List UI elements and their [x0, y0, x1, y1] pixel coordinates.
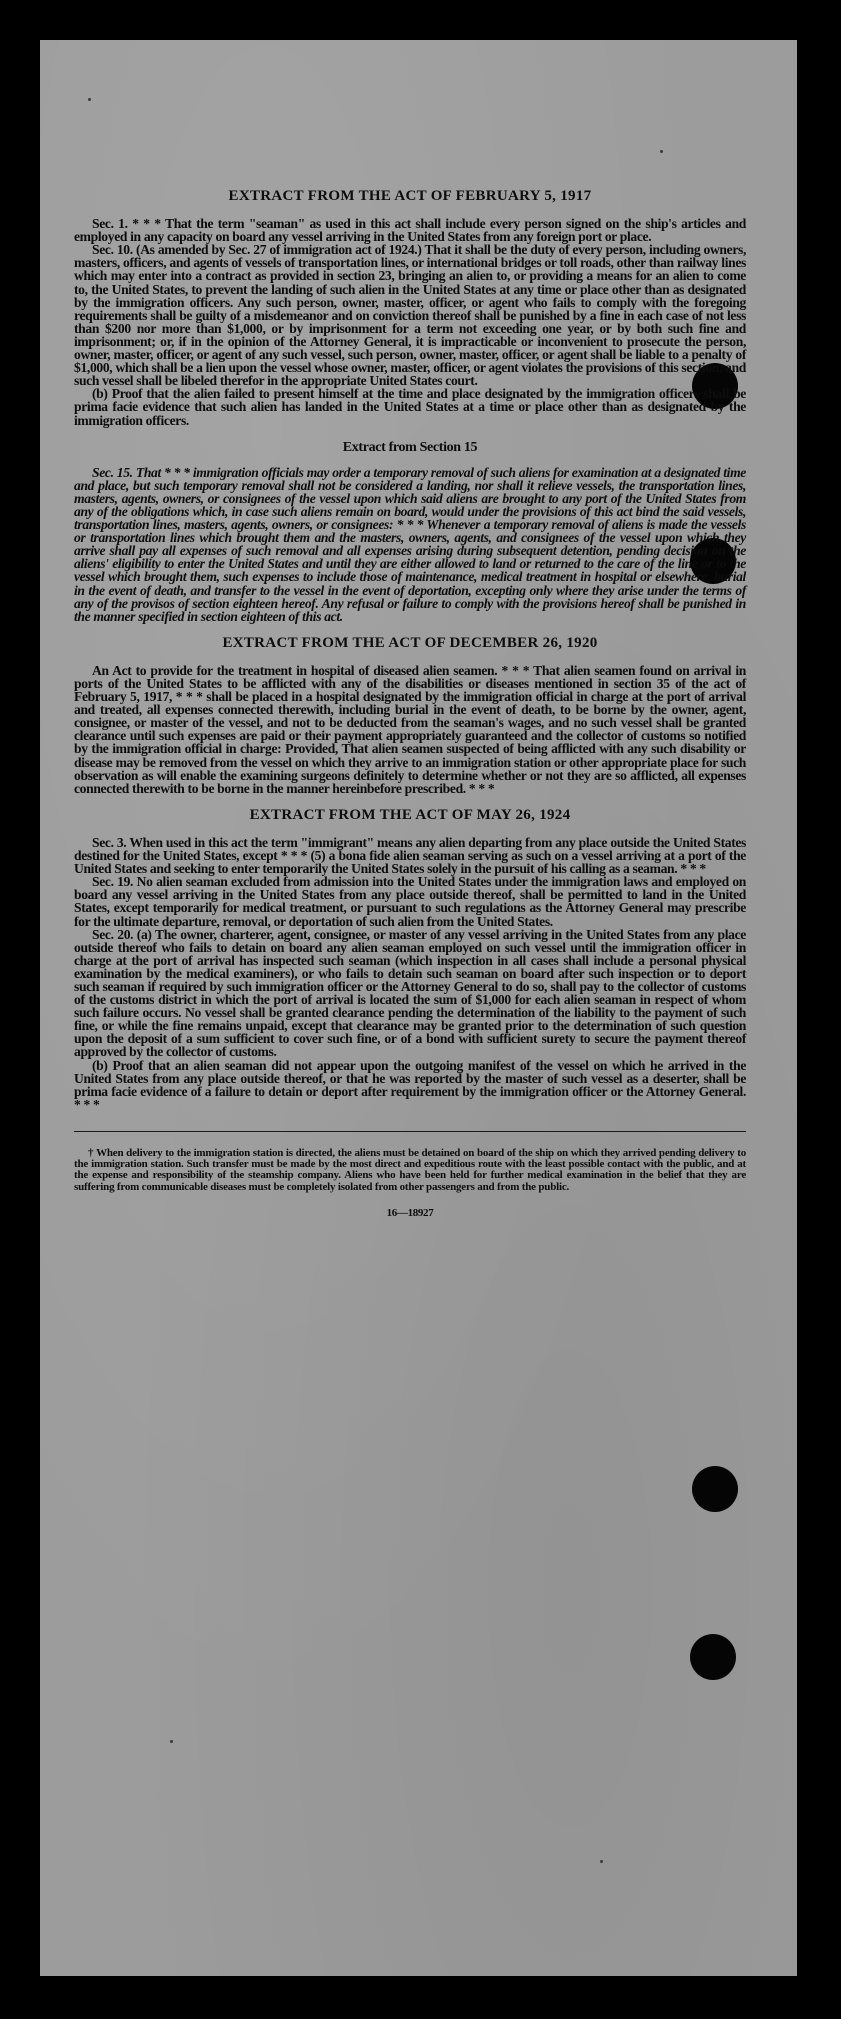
footnote	[74, 1148, 746, 1193]
divider	[74, 1131, 746, 1132]
footnote-text: † When delivery to the immigration station is directed, the aliens must be detained on board of the ship on which they arrived pending delivery to the immigration station. Such transfer must be made by the most direct and expeditious route with the least possible contact with the public, and at the expense and responsibility of the steamship company. Aliens who have been held for further medical examination in the belief that they are suffering from communicable diseases must be completely isolated from other passengers and from the public.	[74, 1146, 746, 1193]
speck	[88, 98, 91, 101]
speck	[660, 150, 663, 153]
punch-hole-4	[690, 1634, 736, 1680]
paragraph-sec19-1924: Sec. 19. No alien seaman excluded from admission into the United States under the immigration laws and employed on board any vessel arriving in the United States from any place outside thereof, shall be permitted to land in the United States, except temporarily for medical treatment, or pursuant to such regulations as the Attorney General may prescribe for the ultimate departure, removal, or deportation of such alien from the United States.	[74, 874, 746, 929]
document-page	[40, 40, 797, 1976]
section-title-1920: EXTRACT FROM THE ACT OF DECEMBER 26, 1920	[222, 634, 598, 651]
punch-hole-3	[692, 1466, 738, 1512]
paragraph-sec1-1917: Sec. 1. * * * That the term "seaman" as used in this act shall include every person signed on the ship's articles and employed in any capacity on board any vessel arriving in the United States from any foreign port or place.	[74, 216, 746, 245]
section-15-block	[74, 466, 746, 623]
paragraph-sec10-1917: Sec. 10. (As amended by Sec. 27 of immigration act of 1924.) That it shall be the duty of every person, including owners, masters, officers, and agents of vessels of transportation lines, or international bridges or toll roads, other than railway lines which may enter into a contract as provided in section 23, bringing an alien to, or providing a means for an alien to come to, the United States, to prevent the landing of such alien in the United States at any time or place other than as designated by the immigration officers. Any such person, owner, master, officer, or agent who fails to comply with the foregoing requirements shall be guilty of a misdemeanor and on conviction thereof shall be punished by a fine in each case of not less than $200 nor more than $1,000, or by imprisonment for a term not exceeding one year, or by both such fine and imprisonment; or, if in the opinion of the Attorney General, it is impracticable or inconvenient to prosecute the person, owner, master, officer, or agent of any such vessel, such person, owner, master, officer, or agent shall be liable to a penalty of $1,000, which shall be a lien upon the vessel whose owner, master, officer, or agent violates the provisions of this section, and such vessel shall be libeled therefor in the appropriate United States court.	[74, 242, 746, 389]
section-1917	[74, 217, 746, 427]
paragraph-sec3-1924: Sec. 3. When used in this act the term "immigrant" means any alien departing from any place outside the United States destined for the United States, except * * * (5) a bona fide alien seaman serving as such on a vessel arriving at a port of the United States and seeking to enter temporarily the United States solely in the pursuit of his calling as a seaman. * * *	[74, 834, 746, 877]
document-body	[74, 190, 746, 1220]
section-title-1924: EXTRACT FROM THE ACT OF MAY 26, 1924	[249, 806, 571, 823]
section-1924	[74, 836, 746, 1111]
paragraph-sec10b-1917: (b) Proof that the alien failed to present himself at the time and place designated by the immigration officers shall be prima facie evidence that such alien has landed in the United States at a time or place other than as designated by the immigration officers.	[74, 386, 746, 428]
subheading-section-15: Extract from Section 15	[342, 439, 478, 455]
section-1920	[74, 664, 746, 795]
paragraph-sec15-1917: Sec. 15. That * * * immigration officials may order a temporary removal of such aliens for examination at a designated time and place, but such temporary removal shall not be considered a landing, nor shall it relieve vessels, the transportation lines, masters, agents, owners, or consignees of the vessel upon which said aliens are brought to any port of the United States from any of the obligations which, in case such aliens remain on board, would under the provisions of this act bind the said vessels, transportation lines, masters, agents, owners, or consignees: * * * Whenever a temporary removal of aliens is made the vessels or transportation lines which brought them and the masters, owners, agents, and consignees of the vessel upon which they arrive shall pay all expenses of such removal and all expenses arising during subsequent detention, pending decision on the aliens' eligibility to enter the United States and until they are either allowed to land or returned to the care of the line or to the vessel which brought them, such expenses to include those of maintenance, medical treatment in hospital or elsewhere, burial in the event of death, and transfer to the vessel in the event of deportation, excepting only where they arise under the terms of any of the provisos of section eighteen hereof. Any refusal or failure to comply with the provisions hereof shall be punished in the manner specified in section eighteen of this act.	[74, 464, 746, 624]
section-title-1917: EXTRACT FROM THE ACT OF FEBRUARY 5, 1917	[228, 188, 592, 204]
paragraph-sec20-1924: Sec. 20. (a) The owner, charterer, agent, consignee, or master of any vessel arriving in the United States from any place outside thereof who fails to detain on board any alien seaman employed on such vessel until the immigration officer in charge at the port of arrival has inspected such seaman (which inspection in all cases shall include a personal physical examination by the medical examiners), or who fails to detain such seaman on board after such inspection or to deport such seaman if required by such immigration officer or the Attorney General to do so, shall pay to the collector of customs of the customs district in which the port of arrival is located the sum of $1,000 for each alien seaman in respect of whom such failure occurs. No vessel shall be granted clearance pending the determination of the liability to the payment of such fine, or while the fine remains unpaid, except that clearance may be granted prior to the determination of such question upon the deposit of a sum sufficient to cover such fine, or of a bond with sufficient surety to secure the payment thereof approved by the collector of customs.	[74, 926, 746, 1060]
paragraph-act-1920: An Act to provide for the treatment in hospital of diseased alien seamen. * * * That alien seamen found on arrival in ports of the United States to be afflicted with any of the disabilities or diseases mentioned in section 35 of the act of February 5, 1917, * * * shall be placed in a hospital designated by the immigration official in charge at the port of arrival and treated, all expenses connected therewith, including burial in the event of death, to be borne by the owner, agent, consignee, or master of the vessel, and not to be deducted from the seaman's wages, and no such vessel shall be granted clearance until such expenses are paid or their payment appropriately guaranteed and the collector of customs so notified by the immigration official in charge: Provided, That alien seamen suspected of being afflicted with any such disability or disease may be removed from the vessel on which they arrive to an immigration station or other appropriate place for such observation as will enable the examining surgeons definitely to determine whether or not they are so afflicted, all expenses connected therewith to be borne in the manner hereinbefore prescribed. * * *	[74, 662, 746, 796]
speck	[600, 1860, 603, 1863]
speck	[170, 1740, 173, 1743]
page-identifier: 16—18927	[386, 1206, 434, 1219]
paragraph-sec20b-1924: (b) Proof that an alien seaman did not appear upon the outgoing manifest of the vessel on which he arrived in the United States from any place outside thereof, or that he was reported by the master of such vessel as a deserter, shall be prima facie evidence of a failure to detain or deport after requirement by the immigration officer or the Attorney General. * * *	[74, 1057, 746, 1112]
